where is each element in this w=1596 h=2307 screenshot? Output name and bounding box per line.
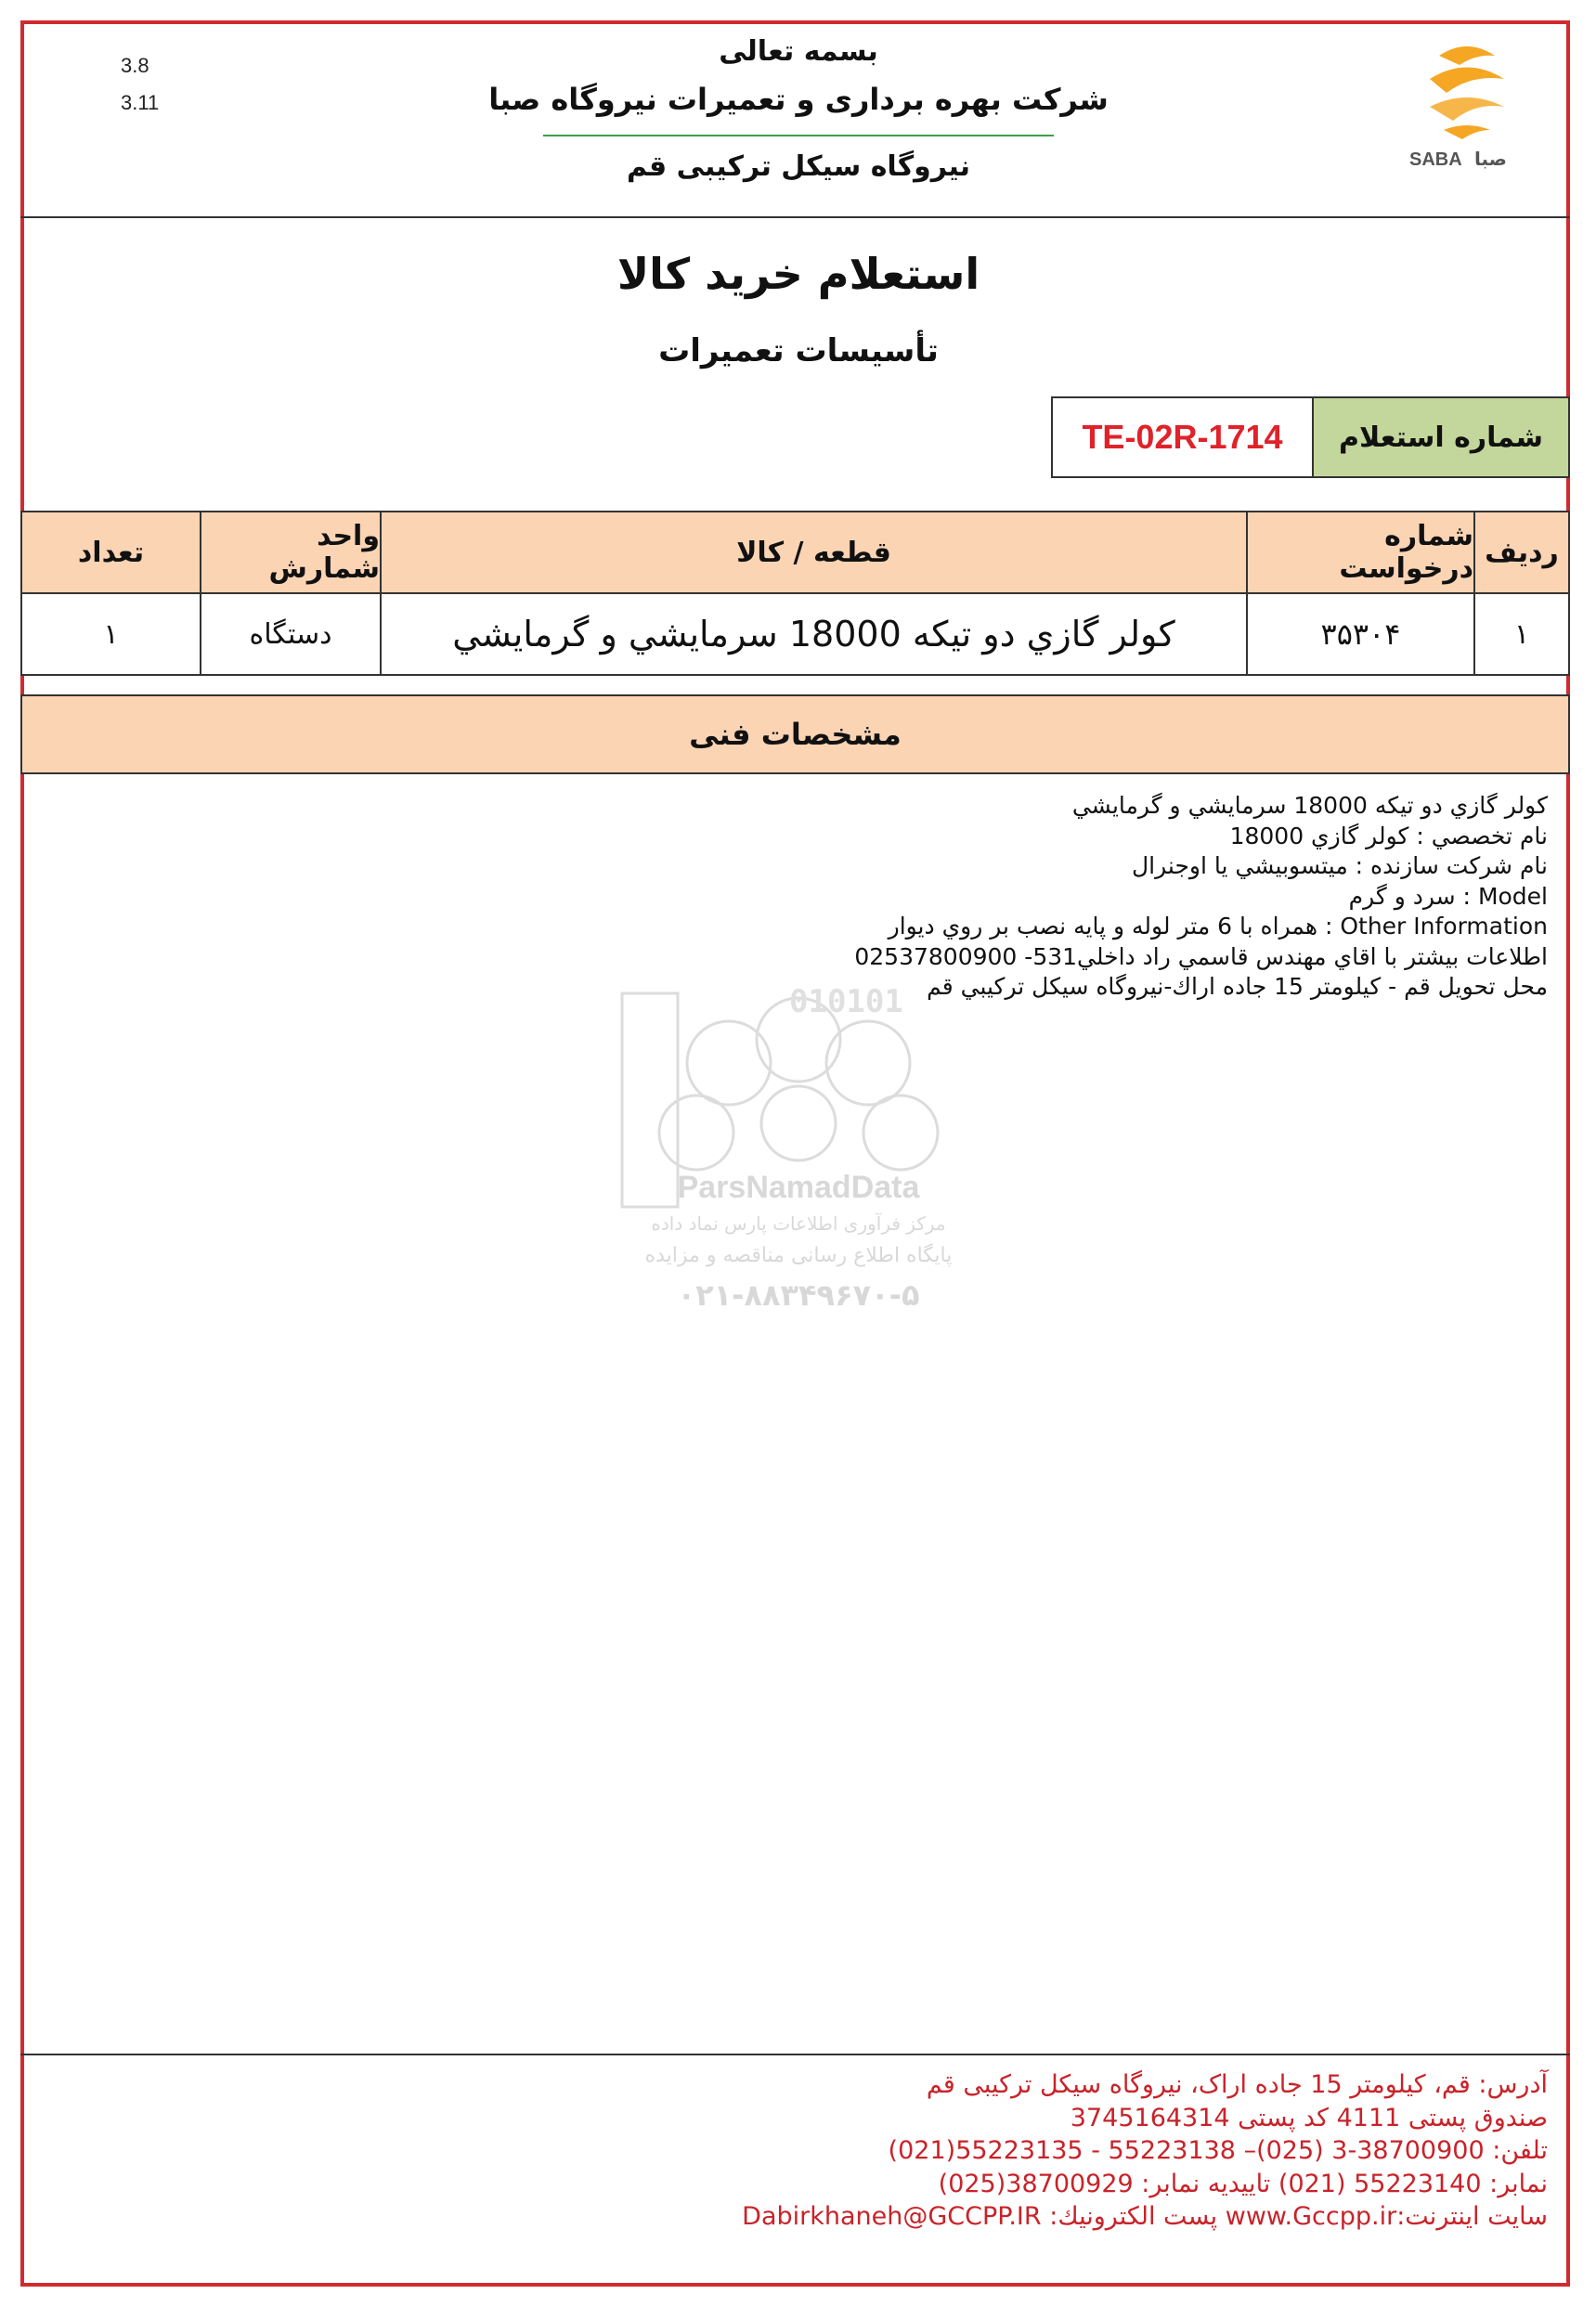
version-b: 3.11 [121,91,160,114]
footer-postal: صندوق پستی 4111 کد پستی 3745164314 [1070,2103,1548,2132]
table-row-unit: دستگاه [200,592,382,676]
inquiry-number-label: شماره استعلام [1312,396,1570,478]
watermark-line1: مرکز فرآوری اطلاعات پارس نماد داده [651,1212,946,1235]
col-header-request-no: شماره درخواست [1246,511,1475,594]
table-row-item: كولر گازي دو تيكه 18000 سرمايشي و گرمايشي [380,592,1248,676]
svg-text:010101: 010101 [789,984,903,1020]
header-divider [20,216,1570,218]
col-header-row: ردیف [1473,511,1570,594]
svg-text:صبا: صبا [1474,148,1507,170]
col-header-unit: واحد شمارش [200,511,382,594]
footer-divider [20,2054,1570,2055]
version-a: 3.8 [121,54,149,77]
page-title: استعلام خرید کالا [616,249,980,299]
spec-line: محل تحويل قم - كيلومتر 15 جاده اراك-نيروگاه سيكل تركيبي قم [927,973,1548,1000]
footer-contact [619,2068,1548,2234]
watermark-line2: پایگاه اطلاع رسانی مناقصه و مزایده [644,1244,953,1267]
saba-logo-icon [1402,37,1532,176]
table-row-qty: ۱ [20,592,201,676]
watermark-brand: ParsNamadData [677,1170,920,1205]
table-row-number: ۱ [1473,592,1570,676]
spec-line: Other Information : همراه با 6 متر لوله و پايه نصب بر روي ديوار [888,913,1548,940]
footer-address: آدرس: قم، کیلومتر 15 جاده اراک، نیروگاه سیکل ترکیبی قم [926,2070,1548,2099]
footer-web-email: سایت اینترنت:www.Gccpp.ir پست الکترونیك: Dabirkhaneh@GCCPP.IR [742,2202,1548,2231]
spec-line: نام شركت سازنده : ميتسوبيشي يا اوجنرال [1132,852,1548,879]
header-underline [543,135,1054,136]
footer-fax: نمابر: 55223140 (021) تاییدیه نمابر: 38700929(025) [938,2169,1548,2198]
table-row-request-no: ۳۵۳۰۴ [1246,592,1475,676]
col-header-qty: تعداد [20,511,201,594]
footer-phone: تلفن: 38700900-3 (025)– 55223138 - 55223135(021) [888,2136,1548,2165]
spec-line: اطلاعات بيشتر با اقاي مهندس قاسمي راد داخلي531- 02537800900 [854,942,1548,970]
watermark [613,984,984,1328]
specs-body [341,791,1548,1003]
col-header-item: قطعه / کالا [380,511,1248,594]
page-subtitle: تأسیسات تعمیرات [658,332,939,369]
basmala: بسمه تعالی [719,35,878,68]
spec-line: Model : سرد و گرم [1348,882,1548,910]
company-logo [1402,37,1532,176]
inquiry-number-value: TE-02R-1714 [1051,396,1314,478]
watermark-phone: ۰۲۱-۸۸۳۴۹۶۷۰-۵ [677,1277,920,1313]
spec-line: نام تخصصي : كولر گازي 18000 [1229,822,1548,849]
company-name: شرکت بهره برداری و تعمیرات نیروگاه صبا [488,82,1109,117]
spec-line: كولر گازي دو تيكه 18000 سرمايشي و گرمايشي [1071,792,1548,819]
plant-name: نیروگاه سیکل ترکیبی قم [627,150,970,183]
specs-heading: مشخصات فنی [20,694,1570,774]
svg-text:SABA: SABA [1409,149,1462,170]
